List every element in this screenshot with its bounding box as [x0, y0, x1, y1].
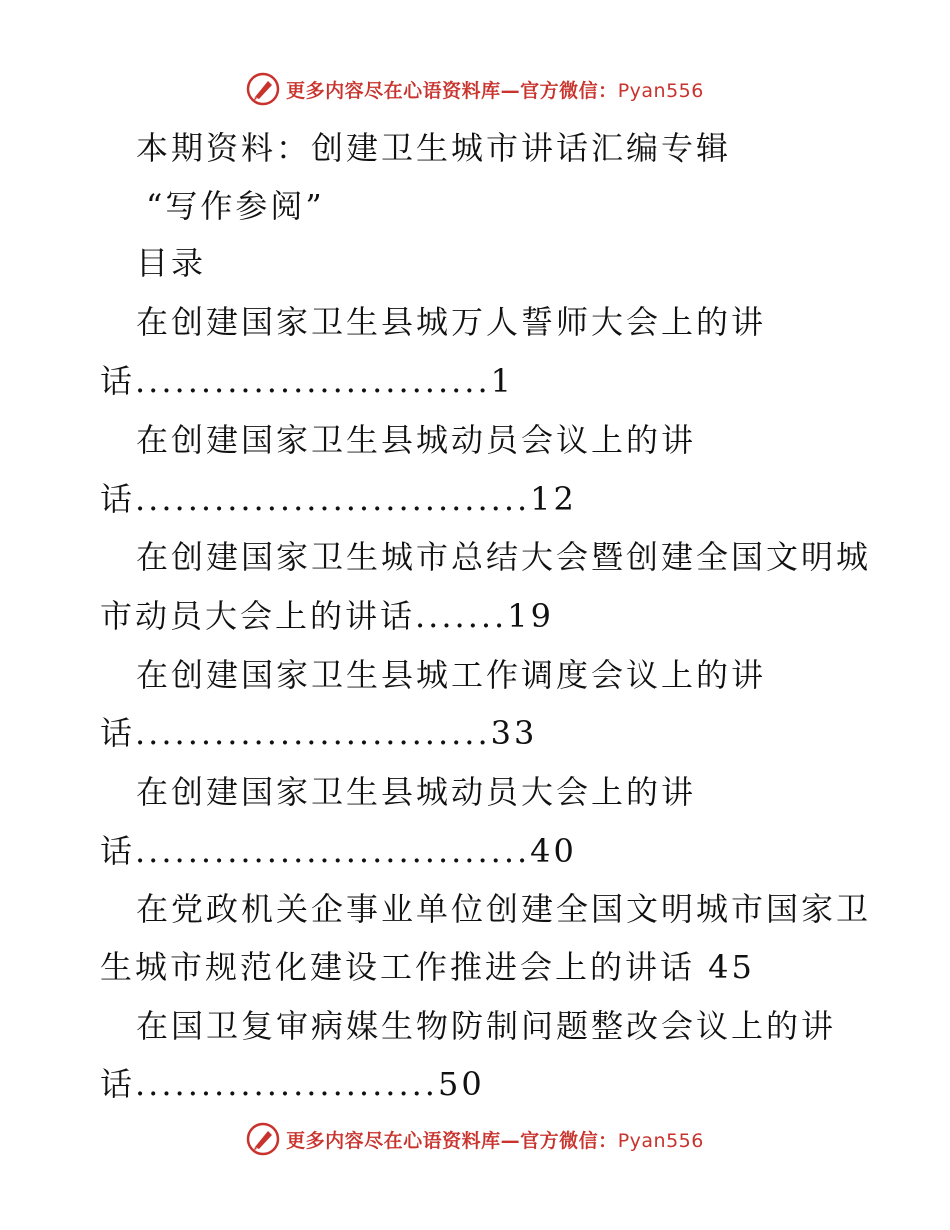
- banner-wechat-id: Pyan556: [617, 1129, 704, 1152]
- toc-entry-line: 在国卫复审病媒生物防制问题整改会议上的讲: [136, 1007, 837, 1045]
- toc-entry-line: 在创建国家卫生县城动员会议上的讲: [136, 421, 697, 459]
- toc-heading: 目录: [136, 244, 207, 282]
- footer-banner: [0, 1122, 950, 1156]
- banner-dash: —: [500, 79, 521, 102]
- banner-main: 更多内容尽在心语资料库: [286, 79, 501, 102]
- pen-logo-icon: [246, 72, 280, 106]
- toc-entry-line: 在创建国家卫生县城工作调度会议上的讲: [136, 656, 767, 694]
- toc-entry-line: 在党政机关企事业单位创建全国文明城市国家卫: [136, 890, 872, 928]
- toc-entry-line: 市动员大会上的讲话.......19: [100, 597, 554, 635]
- toc-entry-line: 生城市规范化建设工作推进会上的讲话 45: [100, 948, 755, 986]
- banner-official: 官方微信：: [520, 79, 618, 102]
- banner-official: 官方微信：: [520, 1129, 618, 1152]
- banner-text: [286, 76, 704, 103]
- banner-main: 更多内容尽在心语资料库: [286, 1129, 501, 1152]
- toc-entry-line: 话...........................1: [100, 362, 515, 400]
- banner-text: [286, 1126, 704, 1153]
- banner-dash: —: [500, 1129, 521, 1152]
- pen-logo-icon: [246, 1122, 280, 1156]
- banner-wechat-id: Pyan556: [617, 79, 704, 102]
- header-banner: [0, 72, 950, 106]
- toc-entry-line: 话.......................50: [100, 1065, 485, 1103]
- toc-entry-line: 在创建国家卫生县城动员大会上的讲: [136, 773, 697, 811]
- toc-entry-line: 话...........................33: [100, 714, 538, 752]
- column-name: “写作参阅”: [146, 187, 325, 225]
- toc-entry-line: 话..............................12: [100, 480, 577, 518]
- toc-entry-line: 话..............................40: [100, 832, 577, 870]
- toc-entry-line: 在创建国家卫生县城万人誓师大会上的讲: [136, 303, 767, 341]
- issue-line: 本期资料：创建卫生城市讲话汇编专辑: [136, 129, 732, 167]
- toc-entry-line: 在创建国家卫生城市总结大会暨创建全国文明城: [136, 538, 872, 576]
